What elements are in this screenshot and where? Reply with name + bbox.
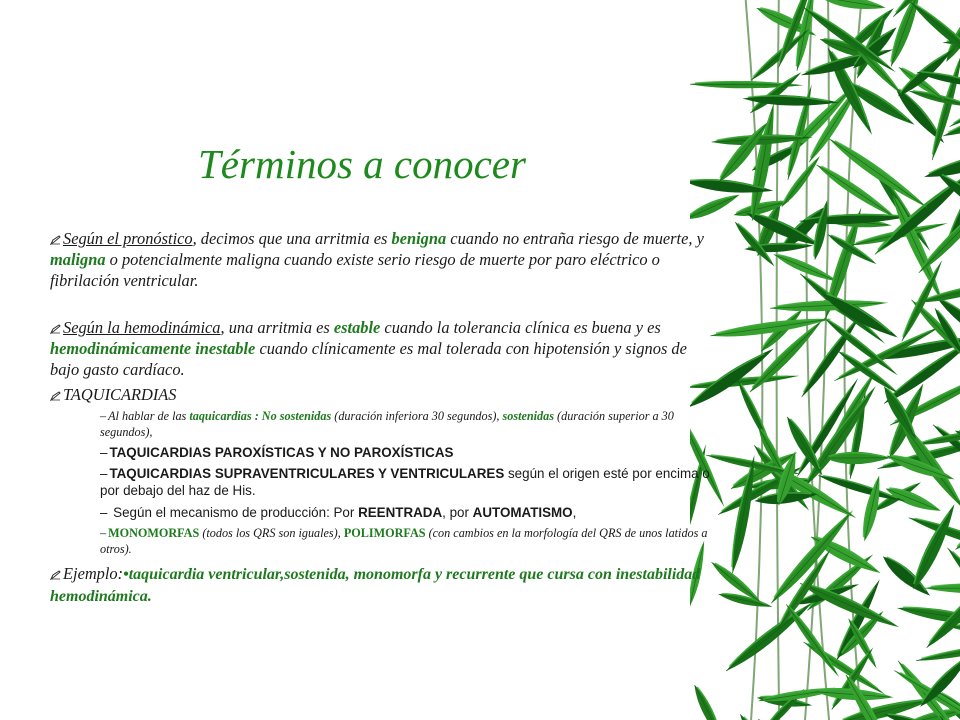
bamboo-leaves-decoration xyxy=(690,0,960,720)
pencil-bullet-icon xyxy=(50,235,61,245)
pencil-bullet-icon xyxy=(50,324,61,334)
pencil-bullet-icon xyxy=(50,570,61,580)
content-body xyxy=(50,228,710,607)
pencil-bullet-icon xyxy=(50,391,61,401)
paragraph-hemodinamica: Según la hemodinámica, una arritmia es estable cuando la tolerancia clínica es buena y es hemodinámicamente inestable cuando clínicamente es mal tolerada con hipotensión y signos de bajo gasto cardíaco. xyxy=(50,318,687,379)
sub-item-mecanismo: – Según el mecanismo de producción: Por REENTRADA, por AUTOMATISMO, xyxy=(100,505,577,520)
sub-item-supraventriculares: – TAQUICARDIAS SUPRAVENTRICULARES Y VENTRICULARES según el origen esté por encima o por debajo del haz de His. xyxy=(100,466,710,498)
sub-item-paroxisticas: – TAQUICARDIAS PAROXÍSTICAS Y NO PAROXÍSTICAS xyxy=(100,445,454,460)
paragraph-pronostico: Según el pronóstico, decimos que una arritmia es benigna cuando no entraña riesgo de muerte, y maligna o potencialmente maligna cuando existe serio riesgo de muerte por paro eléctrico o fibrilación ventricular. xyxy=(50,229,704,290)
sub-item-sostenidas: – Al hablar de las taquicardias : No sostenidas (duración inferiora 30 segundos), sostenidas (duración superior a 30 segundos), xyxy=(100,409,674,439)
sub-item-morfologia: – MONOMORFAS (todos los QRS son iguales), POLIMORFAS (con cambios en la morfología del QRS de unos latidos a otros). xyxy=(100,526,708,556)
page-title: Términos a conocer xyxy=(198,141,526,187)
paragraph-taquicardias: TAQUICARDIAS xyxy=(50,384,710,405)
paragraph-ejemplo: Ejemplo:•taquicardia ventricular,sostenida, monomorfa y recurrente que cursa con inestabilidad hemodinámica. xyxy=(50,564,701,605)
